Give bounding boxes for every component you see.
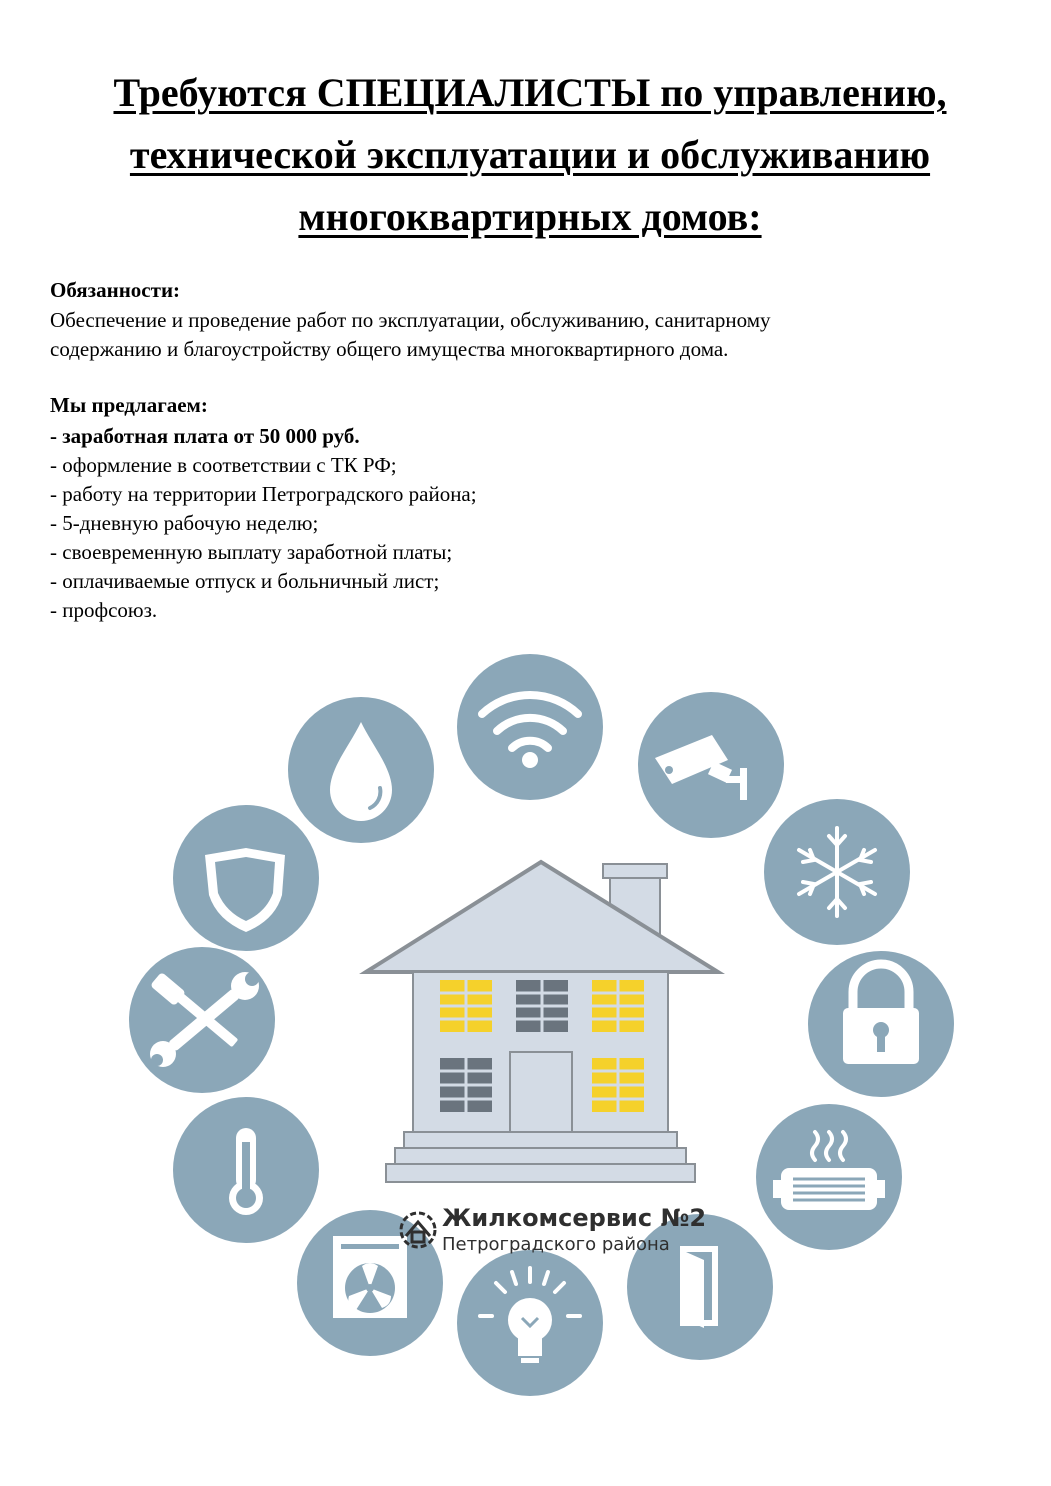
offer-item: - профсоюз.: [50, 598, 158, 622]
offer-item: - работу на территории Петроградского района;: [50, 482, 477, 506]
house-icon: [366, 862, 718, 1182]
wifi-circle: [457, 654, 603, 800]
logo-name: Жилкомсервис №2: [442, 1204, 707, 1232]
logo-district: Петроградского района: [442, 1234, 670, 1255]
poster-title: [40, 62, 1020, 248]
title-line-3: многоквартирных домов:: [298, 194, 762, 239]
ventilation-fan-icon: [333, 1236, 407, 1318]
offer-item: - 5-дневную рабочую неделю;: [50, 511, 319, 535]
offer-item-salary: - заработная плата от 50 000 руб.: [50, 424, 360, 448]
title-line-1: Требуются СПЕЦИАЛИСТЫ по управлению,: [113, 70, 947, 115]
services-infographic: [0, 640, 1051, 1420]
door-icon: [680, 1246, 718, 1328]
duties-line-2: содержанию и благоустройству общего имущества многоквартирного дома.: [50, 337, 729, 361]
duties-text: [50, 306, 950, 364]
offer-heading: Мы предлагаем:: [50, 393, 208, 417]
duties-heading: Обязанности:: [50, 278, 181, 302]
offer-item: - оформление в соответствии с ТК РФ;: [50, 453, 397, 477]
offer-item: - оплачиваемые отпуск и больничный лист;: [50, 569, 440, 593]
offer-list: [50, 422, 477, 625]
title-line-2: технической эксплуатации и обслуживанию: [129, 132, 931, 177]
duties-line-1: Обеспечение и проведение работ по эксплуатации, обслуживанию, санитарному: [50, 308, 771, 332]
offer-item: - своевременную выплату заработной платы;: [50, 540, 453, 564]
